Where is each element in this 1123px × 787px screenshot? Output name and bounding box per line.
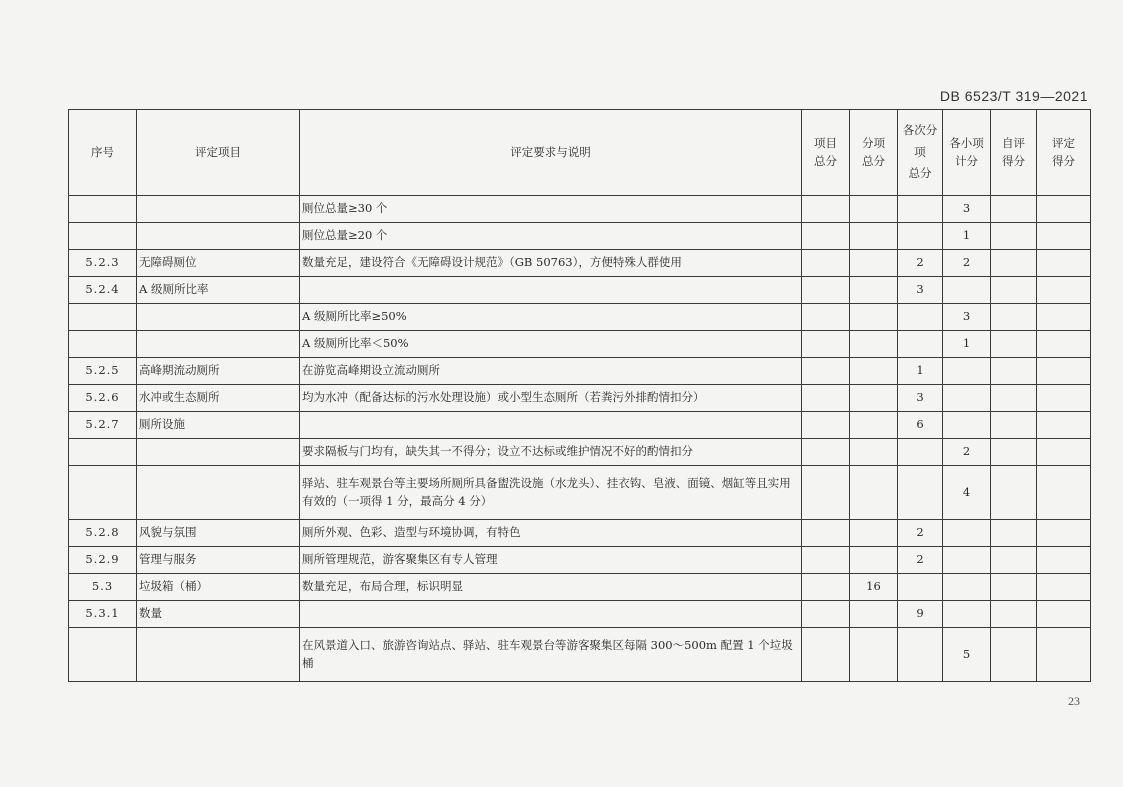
row-self-eval (991, 277, 1037, 304)
row-self-eval (991, 358, 1037, 385)
row-final-eval (1037, 196, 1091, 223)
row-final-eval (1037, 601, 1091, 628)
row-sub-total (850, 547, 898, 574)
row-desc: A 级厕所比率＜50% (300, 331, 802, 358)
row-secondary-total: 2 (898, 520, 943, 547)
table-row (69, 385, 1091, 412)
row-desc: 厕位总量≥20 个 (300, 223, 802, 250)
row-final-eval (1037, 628, 1091, 682)
row-item (137, 628, 300, 682)
table-row (69, 520, 1091, 547)
row-minor-total (943, 277, 991, 304)
row-self-eval (991, 574, 1037, 601)
row-item: 管理与服务 (137, 547, 300, 574)
row-secondary-total (898, 466, 943, 520)
row-final-eval (1037, 223, 1091, 250)
row-project-total (802, 601, 850, 628)
table-row (69, 358, 1091, 385)
row-secondary-total (898, 331, 943, 358)
row-desc: 厕所外观、色彩、造型与环境协调，有特色 (300, 520, 802, 547)
row-final-eval (1037, 304, 1091, 331)
row-item (137, 223, 300, 250)
row-item: A 级厕所比率 (137, 277, 300, 304)
row-desc: 在风景道入口、旅游咨询站点、驿站、驻车观景台等游客聚集区每隔 300～500m 配置 1 个垃圾桶 (300, 628, 802, 682)
row-desc: 数量充足，建设符合《无障碍设计规范》（GB 50763），方便特殊人群使用 (300, 250, 802, 277)
row-seq: 5.2.3 (69, 250, 137, 277)
row-project-total (802, 358, 850, 385)
row-project-total (802, 196, 850, 223)
table-row (69, 574, 1091, 601)
row-desc: A 级厕所比率≥50% (300, 304, 802, 331)
header-project-total: 项目 总分 (802, 110, 850, 196)
row-minor-total (943, 412, 991, 439)
header-minor-total: 各小项 计分 (943, 110, 991, 196)
header-item: 评定项目 (137, 110, 300, 196)
row-project-total (802, 304, 850, 331)
row-desc (300, 412, 802, 439)
table-row (69, 628, 1091, 682)
row-project-total (802, 520, 850, 547)
row-minor-total (943, 385, 991, 412)
row-item: 无障碍厕位 (137, 250, 300, 277)
row-desc: 厕位总量≥30 个 (300, 196, 802, 223)
row-desc: 数量充足，布局合理，标识明显 (300, 574, 802, 601)
row-project-total (802, 439, 850, 466)
header-desc: 评定要求与说明 (300, 110, 802, 196)
row-item (137, 466, 300, 520)
row-secondary-total (898, 628, 943, 682)
row-seq (69, 331, 137, 358)
row-sub-total (850, 277, 898, 304)
header-final-eval: 评定 得分 (1037, 110, 1091, 196)
row-minor-total: 3 (943, 304, 991, 331)
row-desc: 要求隔板与门均有，缺失其一不得分；设立不达标或维护情况不好的酌情扣分 (300, 439, 802, 466)
row-final-eval (1037, 358, 1091, 385)
row-desc: 厕所管理规范，游客聚集区有专人管理 (300, 547, 802, 574)
row-seq (69, 304, 137, 331)
row-desc (300, 601, 802, 628)
row-seq (69, 628, 137, 682)
row-item: 水冲或生态厕所 (137, 385, 300, 412)
row-self-eval (991, 331, 1037, 358)
row-minor-total: 2 (943, 439, 991, 466)
row-secondary-total: 1 (898, 358, 943, 385)
row-minor-total (943, 601, 991, 628)
row-item (137, 304, 300, 331)
table-row (69, 304, 1091, 331)
row-desc: 驿站、驻车观景台等主要场所厕所具备盥洗设施（水龙头）、挂衣钩、皂液、面镜、烟缸等且实用有效的（一项得 1 分，最高分 4 分） (300, 466, 802, 520)
row-secondary-total (898, 574, 943, 601)
row-project-total (802, 223, 850, 250)
header-self-eval: 自评 得分 (991, 110, 1037, 196)
row-seq (69, 223, 137, 250)
row-secondary-total (898, 304, 943, 331)
table-row (69, 331, 1091, 358)
row-project-total (802, 466, 850, 520)
table-row (69, 466, 1091, 520)
row-sub-total (850, 196, 898, 223)
row-sub-total (850, 439, 898, 466)
row-final-eval (1037, 574, 1091, 601)
row-seq (69, 466, 137, 520)
row-final-eval (1037, 331, 1091, 358)
row-secondary-total (898, 196, 943, 223)
row-seq: 5.2.9 (69, 547, 137, 574)
row-project-total (802, 385, 850, 412)
row-final-eval (1037, 412, 1091, 439)
row-minor-total: 2 (943, 250, 991, 277)
row-self-eval (991, 223, 1037, 250)
table-row (69, 439, 1091, 466)
row-self-eval (991, 196, 1037, 223)
row-item: 厕所设施 (137, 412, 300, 439)
row-secondary-total: 6 (898, 412, 943, 439)
row-item (137, 196, 300, 223)
row-final-eval (1037, 520, 1091, 547)
row-secondary-total: 3 (898, 385, 943, 412)
row-sub-total (850, 601, 898, 628)
row-seq: 5.3.1 (69, 601, 137, 628)
row-final-eval (1037, 385, 1091, 412)
row-desc (300, 277, 802, 304)
row-sub-total (850, 304, 898, 331)
row-self-eval (991, 601, 1037, 628)
row-final-eval (1037, 277, 1091, 304)
row-minor-total (943, 574, 991, 601)
table-header-row (69, 110, 1091, 196)
row-seq (69, 196, 137, 223)
row-item: 数量 (137, 601, 300, 628)
row-secondary-total (898, 223, 943, 250)
row-minor-total: 1 (943, 223, 991, 250)
row-sub-total (850, 412, 898, 439)
row-self-eval (991, 250, 1037, 277)
row-sub-total (850, 520, 898, 547)
table-row (69, 223, 1091, 250)
row-minor-total: 1 (943, 331, 991, 358)
row-self-eval (991, 466, 1037, 520)
row-project-total (802, 250, 850, 277)
row-seq: 5.2.8 (69, 520, 137, 547)
row-minor-total (943, 358, 991, 385)
row-self-eval (991, 304, 1037, 331)
row-sub-total (850, 331, 898, 358)
table-row (69, 601, 1091, 628)
table-body (69, 196, 1091, 682)
row-desc: 均为水冲（配备达标的污水处理设施）或小型生态厕所（若粪污外排酌情扣分） (300, 385, 802, 412)
row-minor-total: 3 (943, 196, 991, 223)
table-row (69, 250, 1091, 277)
row-secondary-total: 3 (898, 277, 943, 304)
table-row (69, 547, 1091, 574)
header-secondary-total: 各次分 项 总分 (898, 110, 943, 196)
row-project-total (802, 412, 850, 439)
row-final-eval (1037, 547, 1091, 574)
row-minor-total (943, 547, 991, 574)
row-sub-total (850, 628, 898, 682)
row-item (137, 331, 300, 358)
row-seq: 5.2.5 (69, 358, 137, 385)
row-seq: 5.2.4 (69, 277, 137, 304)
evaluation-table (68, 109, 1091, 682)
row-minor-total: 4 (943, 466, 991, 520)
row-self-eval (991, 439, 1037, 466)
row-project-total (802, 277, 850, 304)
row-secondary-total: 2 (898, 547, 943, 574)
row-project-total (802, 628, 850, 682)
table-row (69, 277, 1091, 304)
row-minor-total: 5 (943, 628, 991, 682)
row-seq: 5.3 (69, 574, 137, 601)
row-seq: 5.2.6 (69, 385, 137, 412)
row-sub-total (850, 385, 898, 412)
row-self-eval (991, 385, 1037, 412)
row-final-eval (1037, 466, 1091, 520)
row-item: 垃圾箱（桶） (137, 574, 300, 601)
row-self-eval (991, 547, 1037, 574)
row-item (137, 439, 300, 466)
row-final-eval (1037, 439, 1091, 466)
row-self-eval (991, 412, 1037, 439)
row-seq: 5.2.7 (69, 412, 137, 439)
row-sub-total (850, 358, 898, 385)
page-number: 23 (1068, 694, 1080, 708)
row-desc: 在游览高峰期设立流动厕所 (300, 358, 802, 385)
row-minor-total (943, 520, 991, 547)
row-project-total (802, 547, 850, 574)
row-secondary-total (898, 439, 943, 466)
header-seq: 序号 (69, 110, 137, 196)
row-sub-total (850, 250, 898, 277)
document-code: DB 6523/T 319—2021 (939, 88, 1088, 104)
row-sub-total: 16 (850, 574, 898, 601)
row-secondary-total: 9 (898, 601, 943, 628)
row-project-total (802, 331, 850, 358)
table-row (69, 196, 1091, 223)
row-self-eval (991, 520, 1037, 547)
row-project-total (802, 574, 850, 601)
row-sub-total (850, 223, 898, 250)
row-item: 高峰期流动厕所 (137, 358, 300, 385)
table-row (69, 412, 1091, 439)
row-sub-total (850, 466, 898, 520)
row-seq (69, 439, 137, 466)
row-self-eval (991, 628, 1037, 682)
row-item: 风貌与氛围 (137, 520, 300, 547)
header-sub-total: 分项 总分 (850, 110, 898, 196)
row-secondary-total: 2 (898, 250, 943, 277)
row-final-eval (1037, 250, 1091, 277)
